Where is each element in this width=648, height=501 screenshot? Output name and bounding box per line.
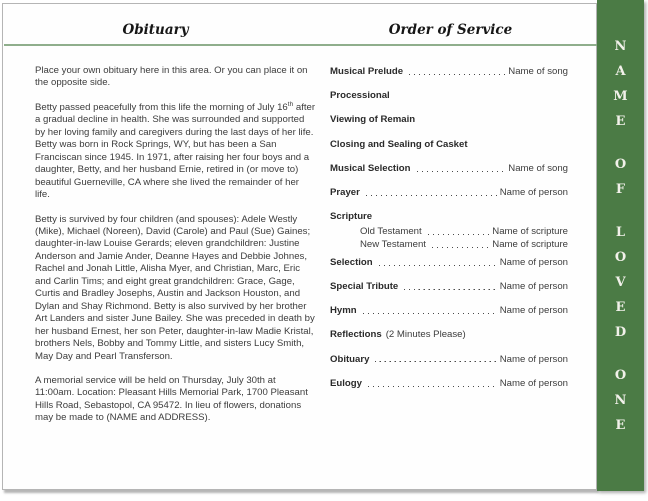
service-entry-term: Musical Selection xyxy=(330,162,411,174)
service-entry-value: Name of person xyxy=(499,186,568,198)
service-entry-term: Selection xyxy=(330,256,373,268)
service-entry-value: Name of person xyxy=(499,256,568,268)
obituary-text-column xyxy=(35,65,316,437)
service-entry xyxy=(330,163,568,174)
service-entry xyxy=(330,281,568,292)
service-entry-term: Reflections xyxy=(330,329,382,341)
obituary-paragraph: Betty is survived by four children (and spouses): Adele Westly (Mike), Michael (Noreen), David (Carole) and Paul (Sue) Gaines; daughter-in-law Louise Gerards; eleven grandchildren: Justine Anderson and Jamie Ander, Deanne Hayes and Debbie Johnes, Rachel and Jonah Little, Alisha Myer, and Christian, Marc, Eric and Carlin Tims; and eight great grandchildren: Grace, Gage, Curtis and Bradley Josephs, Austin and Jackson Houston, and Dylan and Shay Richmond. Betty is also survived by her brother Art Landers and sister June Bailey. She was preceded in death by her husband Ernest, her son Peter, daughter-in-law Madie Kristal, brothers Nels, Bobby and Tommy Little, and sisters Lucy Smith, May Day and Pearl Transferson. xyxy=(35,213,315,362)
banner-letter: E xyxy=(615,300,626,315)
banner-letter: L xyxy=(615,225,626,240)
banner-letter: N xyxy=(614,39,627,54)
service-entry xyxy=(330,114,568,125)
service-entry xyxy=(330,354,568,365)
obituary-heading: Obituary xyxy=(122,22,189,38)
order-of-service-list xyxy=(330,66,568,402)
dot-leader xyxy=(375,361,497,363)
banner-letter: O xyxy=(614,157,627,172)
banner-letter: A xyxy=(615,64,626,79)
service-entry xyxy=(330,139,568,150)
service-entry-value: Name of scripture xyxy=(492,238,568,250)
service-entry-term: Viewing of Remain xyxy=(330,114,416,126)
banner-letter: N xyxy=(614,393,627,408)
dot-leader xyxy=(417,170,507,172)
service-entry xyxy=(330,257,568,268)
banner-letter: E xyxy=(615,418,626,433)
service-entry-value: Name of person xyxy=(499,305,568,317)
obituary-paragraph: Place your own obituary here in this area. Or you can place it on the opposite side. xyxy=(35,65,308,89)
banner-letter: F xyxy=(615,182,626,197)
service-entry-term: Hymn xyxy=(330,305,357,317)
dot-leader xyxy=(432,246,490,248)
dot-leader xyxy=(428,233,491,235)
service-entry-value: Name of song xyxy=(508,162,568,174)
banner-letter: D xyxy=(614,325,627,340)
banner-letter: O xyxy=(614,250,627,265)
service-entry-value: Name of scripture xyxy=(492,226,568,238)
service-entry-term: Prayer xyxy=(330,186,360,198)
service-entry-term: Processional xyxy=(330,90,390,102)
name-of-loved-one-banner xyxy=(597,0,644,491)
service-entry-term: Old Testament xyxy=(360,226,422,238)
banner-letter: M xyxy=(613,89,628,104)
service-entry-value: Name of person xyxy=(499,281,568,292)
service-entry-value: Name of person xyxy=(499,377,568,389)
scripture-sub-entries xyxy=(360,226,568,250)
service-entry xyxy=(330,329,568,340)
dot-leader xyxy=(366,194,498,196)
banner-word xyxy=(613,34,627,134)
service-entry-term: Musical Prelude xyxy=(330,66,404,77)
service-entry-term: Eulogy xyxy=(330,377,362,389)
service-entry xyxy=(330,378,568,389)
banner-letter: V xyxy=(615,275,626,290)
service-entry xyxy=(330,90,568,101)
banner-letter: E xyxy=(615,114,626,129)
service-entry xyxy=(330,187,568,198)
service-entry xyxy=(330,211,568,222)
banner-word xyxy=(615,152,626,202)
service-entry xyxy=(360,226,568,237)
dot-leader xyxy=(363,312,498,314)
obituary-paragraph: A memorial service will be held on Thursday, July 30th at 11:00am. Location: Pleasant Hills Memorial Park, 1700 Pleasant Hills Road, Sebastopol, CA 95472. In lieu of flowers, donations may be made to (NAME and ADDRESS). xyxy=(35,374,308,424)
service-entry xyxy=(330,305,568,316)
service-entry-term: Scripture xyxy=(330,211,373,223)
service-entry-term: New Testament xyxy=(360,238,426,250)
banner-word xyxy=(615,363,627,438)
service-entry-value: Name of person xyxy=(499,353,568,365)
service-entry-term: Special Tribute xyxy=(330,281,399,292)
dot-leader xyxy=(409,73,506,75)
service-entry-note: (2 Minutes Please) xyxy=(385,329,466,341)
service-entry xyxy=(330,66,568,77)
service-entry-value: Name of song xyxy=(508,66,568,77)
service-entry-term: Obituary xyxy=(330,353,370,365)
banner-word xyxy=(615,220,626,345)
order-of-service-heading: Order of Service xyxy=(388,22,513,38)
service-entry xyxy=(360,239,568,250)
dot-leader xyxy=(379,264,498,266)
dot-leader xyxy=(404,288,497,290)
header-divider-rule xyxy=(4,44,597,46)
obituary-paragraph: Betty passed peacefully from this life the morning of July 16th after a gradual decline in health. She was surrounded and supported by her loving family and caregivers during the last days of her life. Betty was born in Rock Springs, WY, but has been a San Franciscan since 1945. In 1971, after raising her four boys and a daughter, Betty, and her husband Ernie, retired in (or move to) beautiful Guerneville, CA where she lived the remainder of her life. xyxy=(35,100,316,201)
banner-letter: O xyxy=(614,368,627,383)
service-entry-term: Closing and Sealing of Casket xyxy=(330,138,468,150)
dot-leader xyxy=(368,385,498,387)
